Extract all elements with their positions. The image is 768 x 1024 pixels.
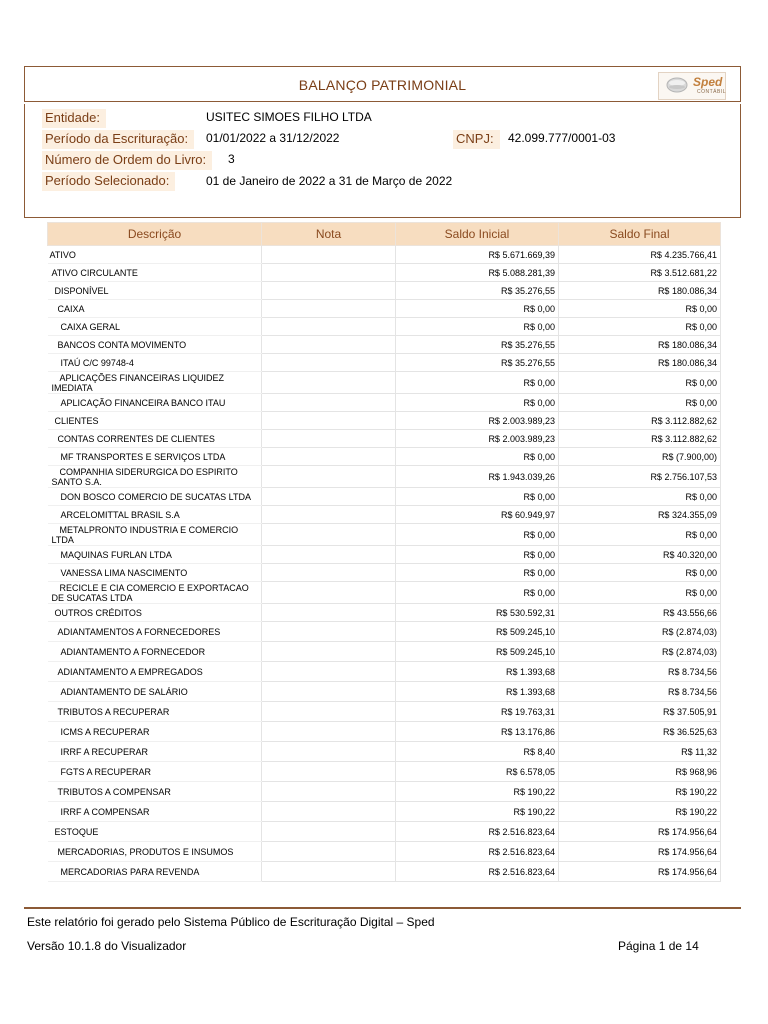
row-descricao: COMPANHIA SIDERURGICA DO ESPIRITO SANTO S.A.	[48, 466, 262, 488]
row-saldo-inicial: R$ 13.176,86	[396, 722, 559, 742]
entidade-value: USITEC SIMOES FILHO LTDA	[206, 110, 372, 124]
row-descricao: CONTAS CORRENTES DE CLIENTES	[48, 430, 262, 448]
row-nota	[262, 546, 396, 564]
row-saldo-final: R$ 0,00	[559, 318, 721, 336]
row-saldo-final: R$ 11,32	[559, 742, 721, 762]
row-nota	[262, 842, 396, 862]
numero-ordem-value: 3	[228, 152, 235, 166]
row-descricao: ARCELOMITTAL BRASIL S.A	[48, 506, 262, 524]
row-saldo-final: R$ 8.734,56	[559, 662, 721, 682]
row-saldo-final: R$ 0,00	[559, 488, 721, 506]
row-descricao: FGTS A RECUPERAR	[48, 762, 262, 782]
row-nota	[262, 412, 396, 430]
row-saldo-final: R$ 43.556,66	[559, 604, 721, 622]
col-saldo-inicial: Saldo Inicial	[396, 223, 559, 246]
row-saldo-final: R$ 4.235.766,41	[559, 246, 721, 264]
table-row	[48, 822, 721, 842]
row-saldo-final: R$ 180.086,34	[559, 282, 721, 300]
footer-divider	[24, 907, 741, 909]
row-descricao: APLICAÇÕES FINANCEIRAS LIQUIDEZ IMEDIATA	[48, 372, 262, 394]
row-nota	[262, 822, 396, 842]
row-saldo-inicial: R$ 0,00	[396, 318, 559, 336]
row-saldo-final: R$ 36.525,63	[559, 722, 721, 742]
table-row	[48, 394, 721, 412]
row-descricao: VANESSA LIMA NASCIMENTO	[48, 564, 262, 582]
table-row	[48, 246, 721, 264]
row-saldo-inicial: R$ 0,00	[396, 582, 559, 604]
row-saldo-inicial: R$ 35.276,55	[396, 282, 559, 300]
row-nota	[262, 604, 396, 622]
row-saldo-inicial: R$ 2.003.989,23	[396, 430, 559, 448]
row-saldo-final: R$ 180.086,34	[559, 336, 721, 354]
row-descricao: CLIENTES	[48, 412, 262, 430]
col-nota: Nota	[262, 223, 396, 246]
row-descricao: ESTOQUE	[48, 822, 262, 842]
row-saldo-final: R$ 0,00	[559, 564, 721, 582]
table-row	[48, 372, 721, 394]
row-saldo-inicial: R$ 2.516.823,64	[396, 842, 559, 862]
row-nota	[262, 802, 396, 822]
row-nota	[262, 564, 396, 582]
periodo-escrituracao-label: Período da Escrituração:	[42, 130, 194, 149]
row-nota	[262, 282, 396, 300]
row-saldo-inicial: R$ 5.671.669,39	[396, 246, 559, 264]
row-descricao: ATIVO CIRCULANTE	[48, 264, 262, 282]
table-row	[48, 604, 721, 622]
table-row	[48, 336, 721, 354]
row-descricao: MERCADORIAS, PRODUTOS E INSUMOS	[48, 842, 262, 862]
sped-disc-icon	[666, 77, 688, 93]
row-nota	[262, 662, 396, 682]
row-saldo-inicial: R$ 1.393,68	[396, 682, 559, 702]
row-descricao: ADIANTAMENTOS A FORNECEDORES	[48, 622, 262, 642]
row-saldo-final: R$ (2.874,03)	[559, 622, 721, 642]
table-row	[48, 412, 721, 430]
cnpj-label: CNPJ:	[453, 130, 500, 149]
table-row	[48, 466, 721, 488]
table-row	[48, 488, 721, 506]
row-saldo-inicial: R$ 530.592,31	[396, 604, 559, 622]
periodo-selecionado-value: 01 de Janeiro de 2022 a 31 de Março de 2022	[206, 174, 453, 188]
row-saldo-final: R$ 0,00	[559, 524, 721, 546]
table-row	[48, 506, 721, 524]
table-row	[48, 622, 721, 642]
row-saldo-inicial: R$ 509.245,10	[396, 622, 559, 642]
row-nota	[262, 466, 396, 488]
sped-logo	[658, 72, 726, 100]
row-saldo-final: R$ 8.734,56	[559, 682, 721, 702]
row-saldo-inicial: R$ 0,00	[396, 300, 559, 318]
col-descricao: Descrição	[48, 223, 262, 246]
row-descricao: MERCADORIAS PARA REVENDA	[48, 862, 262, 882]
row-saldo-inicial: R$ 2.516.823,64	[396, 862, 559, 882]
row-descricao: DON BOSCO COMERCIO DE SUCATAS LTDA	[48, 488, 262, 506]
table-row	[48, 264, 721, 282]
table-row	[48, 642, 721, 662]
row-nota	[262, 722, 396, 742]
row-saldo-final: R$ 0,00	[559, 582, 721, 604]
row-saldo-inicial: R$ 0,00	[396, 394, 559, 412]
row-saldo-final: R$ 0,00	[559, 300, 721, 318]
row-saldo-final: R$ (2.874,03)	[559, 642, 721, 662]
row-saldo-final: R$ 190,22	[559, 802, 721, 822]
cnpj-value: 42.099.777/0001-03	[508, 131, 616, 145]
row-nota	[262, 642, 396, 662]
row-nota	[262, 430, 396, 448]
row-saldo-final: R$ 0,00	[559, 394, 721, 412]
row-saldo-inicial: R$ 190,22	[396, 782, 559, 802]
table-row	[48, 448, 721, 466]
table-header-row	[48, 223, 721, 246]
sped-logo-name: Sped	[693, 75, 723, 89]
table-row	[48, 564, 721, 582]
row-saldo-inicial: R$ 509.245,10	[396, 642, 559, 662]
table-row	[48, 702, 721, 722]
table-row	[48, 524, 721, 546]
row-saldo-inicial: R$ 19.763,31	[396, 702, 559, 722]
numero-ordem-label: Número de Ordem do Livro:	[42, 151, 212, 170]
table-row	[48, 682, 721, 702]
row-saldo-inicial: R$ 2.003.989,23	[396, 412, 559, 430]
row-saldo-inicial: R$ 0,00	[396, 448, 559, 466]
row-saldo-final: R$ 174.956,64	[559, 842, 721, 862]
footer-generated-text: Este relatório foi gerado pelo Sistema Público de Escrituração Digital – Sped	[27, 915, 435, 929]
table-row	[48, 300, 721, 318]
row-descricao: OUTROS CRÉDITOS	[48, 604, 262, 622]
sped-logo-sub: CONTÁBIL	[697, 89, 727, 95]
report-title-box	[24, 66, 741, 102]
table-row	[48, 862, 721, 882]
table-row	[48, 282, 721, 300]
row-descricao: MF TRANSPORTES E SERVIÇOS LTDA	[48, 448, 262, 466]
row-saldo-final: R$ 190,22	[559, 782, 721, 802]
footer-page-number: Página 1 de 14	[618, 939, 699, 953]
row-descricao: ITAÚ C/C 99748-4	[48, 354, 262, 372]
row-nota	[262, 300, 396, 318]
row-nota	[262, 488, 396, 506]
row-nota	[262, 246, 396, 264]
row-nota	[262, 264, 396, 282]
table-row	[48, 762, 721, 782]
row-saldo-final: R$ 968,96	[559, 762, 721, 782]
row-saldo-inicial: R$ 8,40	[396, 742, 559, 762]
row-nota	[262, 524, 396, 546]
row-saldo-final: R$ (7.900,00)	[559, 448, 721, 466]
row-descricao: TRIBUTOS A RECUPERAR	[48, 702, 262, 722]
row-descricao: IRRF A COMPENSAR	[48, 802, 262, 822]
row-saldo-final: R$ 2.756.107,53	[559, 466, 721, 488]
row-saldo-final: R$ 180.086,34	[559, 354, 721, 372]
table-row	[48, 546, 721, 564]
row-descricao: METALPRONTO INDUSTRIA E COMERCIO LTDA	[48, 524, 262, 546]
row-nota	[262, 582, 396, 604]
row-nota	[262, 336, 396, 354]
row-nota	[262, 682, 396, 702]
table-row	[48, 662, 721, 682]
row-nota	[262, 622, 396, 642]
row-descricao: ATIVO	[48, 246, 262, 264]
row-descricao: IRRF A RECUPERAR	[48, 742, 262, 762]
row-descricao: MAQUINAS FURLAN LTDA	[48, 546, 262, 564]
row-saldo-final: R$ 3.112.882,62	[559, 412, 721, 430]
table-row	[48, 782, 721, 802]
row-nota	[262, 862, 396, 882]
row-saldo-inicial: R$ 0,00	[396, 546, 559, 564]
row-saldo-inicial: R$ 0,00	[396, 564, 559, 582]
row-saldo-inicial: R$ 0,00	[396, 488, 559, 506]
row-saldo-inicial: R$ 1.943.039,26	[396, 466, 559, 488]
row-saldo-inicial: R$ 5.088.281,39	[396, 264, 559, 282]
row-descricao: ADIANTAMENTO A EMPREGADOS	[48, 662, 262, 682]
row-descricao: ADIANTAMENTO DE SALÁRIO	[48, 682, 262, 702]
row-descricao: ADIANTAMENTO A FORNECEDOR	[48, 642, 262, 662]
row-nota	[262, 394, 396, 412]
periodo-escrituracao-value: 01/01/2022 a 31/12/2022	[206, 131, 340, 145]
table-row	[48, 430, 721, 448]
row-saldo-inicial: R$ 2.516.823,64	[396, 822, 559, 842]
row-saldo-final: R$ 174.956,64	[559, 862, 721, 882]
row-saldo-final: R$ 40.320,00	[559, 546, 721, 564]
row-descricao: CAIXA	[48, 300, 262, 318]
row-saldo-inicial: R$ 0,00	[396, 372, 559, 394]
row-saldo-final: R$ 0,00	[559, 372, 721, 394]
row-saldo-final: R$ 3.512.681,22	[559, 264, 721, 282]
row-saldo-inicial: R$ 35.276,55	[396, 336, 559, 354]
row-nota	[262, 762, 396, 782]
row-nota	[262, 372, 396, 394]
row-saldo-final: R$ 174.956,64	[559, 822, 721, 842]
entidade-label: Entidade:	[42, 109, 106, 128]
row-nota	[262, 354, 396, 372]
table-row	[48, 742, 721, 762]
row-nota	[262, 448, 396, 466]
row-descricao: RECICLE E CIA COMERCIO E EXPORTACAO DE SUCATAS LTDA	[48, 582, 262, 604]
header-info-box	[24, 104, 741, 218]
table-row	[48, 802, 721, 822]
footer-version: Versão 10.1.8 do Visualizador	[27, 939, 187, 953]
table-row	[48, 354, 721, 372]
row-saldo-inicial: R$ 1.393,68	[396, 662, 559, 682]
row-descricao: ICMS A RECUPERAR	[48, 722, 262, 742]
periodo-selecionado-label: Período Selecionado:	[42, 172, 175, 191]
row-nota	[262, 506, 396, 524]
row-saldo-inicial: R$ 60.949,97	[396, 506, 559, 524]
row-saldo-inicial: R$ 35.276,55	[396, 354, 559, 372]
table-row	[48, 722, 721, 742]
row-descricao: DISPONÍVEL	[48, 282, 262, 300]
row-descricao: CAIXA GERAL	[48, 318, 262, 336]
row-nota	[262, 742, 396, 762]
row-saldo-final: R$ 3.112.882,62	[559, 430, 721, 448]
row-descricao: TRIBUTOS A COMPENSAR	[48, 782, 262, 802]
row-saldo-inicial: R$ 6.578,05	[396, 762, 559, 782]
row-nota	[262, 702, 396, 722]
col-saldo-final: Saldo Final	[559, 223, 721, 246]
row-nota	[262, 782, 396, 802]
report-title: BALANÇO PATRIMONIAL	[298, 77, 467, 93]
table-row	[48, 318, 721, 336]
row-saldo-final: R$ 37.505,91	[559, 702, 721, 722]
row-nota	[262, 318, 396, 336]
row-saldo-inicial: R$ 190,22	[396, 802, 559, 822]
balance-table	[47, 222, 721, 882]
row-saldo-inicial: R$ 0,00	[396, 524, 559, 546]
row-descricao: APLICAÇÃO FINANCEIRA BANCO ITAU	[48, 394, 262, 412]
table-row	[48, 842, 721, 862]
table-row	[48, 582, 721, 604]
row-descricao: BANCOS CONTA MOVIMENTO	[48, 336, 262, 354]
row-saldo-final: R$ 324.355,09	[559, 506, 721, 524]
